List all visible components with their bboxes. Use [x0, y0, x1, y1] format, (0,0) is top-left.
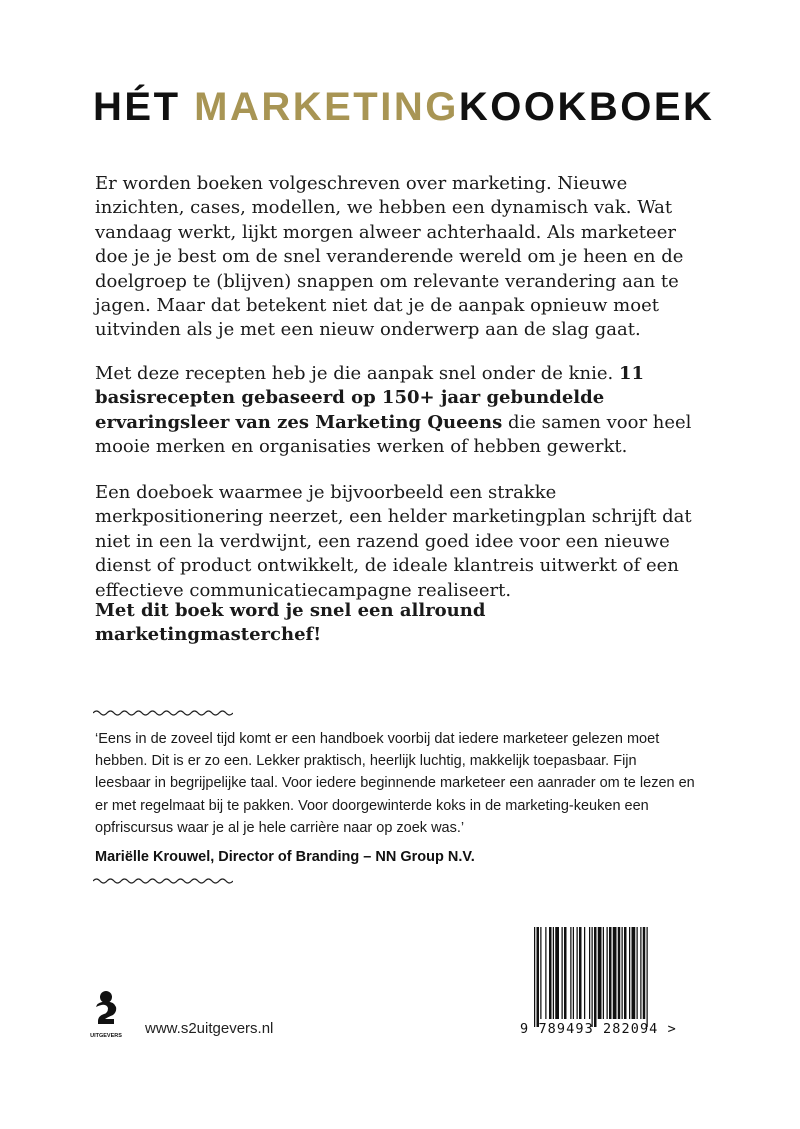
barcode-bar	[624, 927, 627, 1019]
barcode-bar	[594, 927, 597, 1027]
barcode-bar	[534, 927, 535, 1027]
barcode-bar	[564, 927, 567, 1019]
barcode-bar	[640, 927, 641, 1019]
barcode-bar	[573, 927, 574, 1019]
barcode-bar	[632, 927, 636, 1019]
barcode-bar	[622, 927, 623, 1019]
isbn-number: 9 789493 282094 >	[520, 1021, 677, 1037]
blurb-paragraph-2-highlight: 11 basisrecepten gebaseerd op 150+ jaar gebundelde ervaringsleer van zes Marketing Queens	[95, 363, 645, 433]
barcode-bar	[537, 927, 540, 1027]
barcode-bar	[607, 927, 608, 1019]
barcode-bar	[618, 927, 621, 1019]
barcode-bar	[553, 927, 554, 1019]
title-part-kookboek: KOOKBOEK	[458, 85, 715, 129]
testimonial-author: Mariëlle Krouwel, Director of Branding – NN Group N.V.	[95, 849, 475, 865]
title-part-marketing: MARKETING	[194, 85, 459, 129]
barcode-bar	[562, 927, 563, 1019]
barcode-bar	[584, 927, 585, 1019]
barcode-bar	[637, 927, 638, 1019]
book-title	[93, 82, 714, 132]
publisher-logo-label: UITGEVERS	[90, 1033, 122, 1039]
barcode-bar	[609, 927, 612, 1019]
barcode-bar	[592, 927, 593, 1027]
wave-divider-bottom	[93, 876, 233, 886]
barcode-bar	[549, 927, 552, 1019]
s2-person-logo-icon	[86, 990, 126, 1042]
blurb-tagline: Met dit boek word je snel een allround marketingmasterchef!	[95, 600, 486, 646]
barcode-bar	[613, 927, 617, 1019]
blurb-paragraph-2-lead: Met deze recepten heb je die aanpak snel onder de knie.	[95, 363, 619, 384]
barcode-bar	[540, 927, 541, 1019]
barcode-bar	[545, 927, 546, 1019]
barcode-bar	[629, 927, 630, 1019]
barcode-bar	[603, 927, 604, 1019]
blurb-paragraph-2-tail: die samen voor heel mooie merken en organisaties werken of hebben gewerkt.	[95, 411, 692, 458]
barcode-bar	[647, 927, 648, 1027]
barcode-bar	[598, 927, 602, 1019]
barcode-bar	[555, 927, 559, 1019]
title-part-het: HÉT	[93, 85, 195, 129]
barcode-bar	[643, 927, 646, 1019]
blurb-paragraph-3: Een doeboek waarmee je bijvoorbeeld een strakke merkpositionering neerzet, een helder marketingplan schrijft dat niet in een la verdwijnt, een razend goed idee voor een nieuwe dienst of product ontwikkelt, de ideale klantreis uitwerkt of een effectieve communicatiecampagne realiseert.	[95, 482, 692, 601]
wave-divider-top	[93, 708, 233, 718]
testimonial-quote: ‘Eens in de zoveel tijd komt er een handboek voorbij dat iedere marketeer gelezen moet hebben. Dit is er zo een. Lekker praktisch, heerlijk luchtig, makkelijk toepasbaar. Fijn leesbaar in begrijpelijke taal. Voor iedere beginnende marketeer een aanrader om te lezen en er met regelmaat bij te pakken. Voor doorgewinterde koks in de marketing-keuken een opfriscursus waar je al je hele carrière naar op zoek was.’	[95, 731, 695, 836]
barcode-bar	[570, 927, 571, 1019]
barcode-bar	[589, 927, 590, 1019]
publisher-website-link[interactable]: www.s2uitgevers.nl	[145, 1020, 274, 1037]
blurb-paragraph-2	[95, 362, 710, 460]
barcode-bar	[577, 927, 578, 1019]
blurb-paragraph-1: Er worden boeken volgeschreven over marketing. Nieuwe inzichten, cases, modellen, we hebben een dynamisch vak. Wat vandaag werkt, lijkt morgen alweer achterhaald. Als marketeer doe je je best om de snel veranderende wereld om je heen en de doelgroep te (blijven) snappen om relevante verandering aan te jagen. Maar dat betekent niet dat je de aanpak opnieuw moet uitvinden als je met een nieuw onderwerp aan de slag gaat.	[95, 173, 684, 341]
barcode-bar	[579, 927, 582, 1019]
